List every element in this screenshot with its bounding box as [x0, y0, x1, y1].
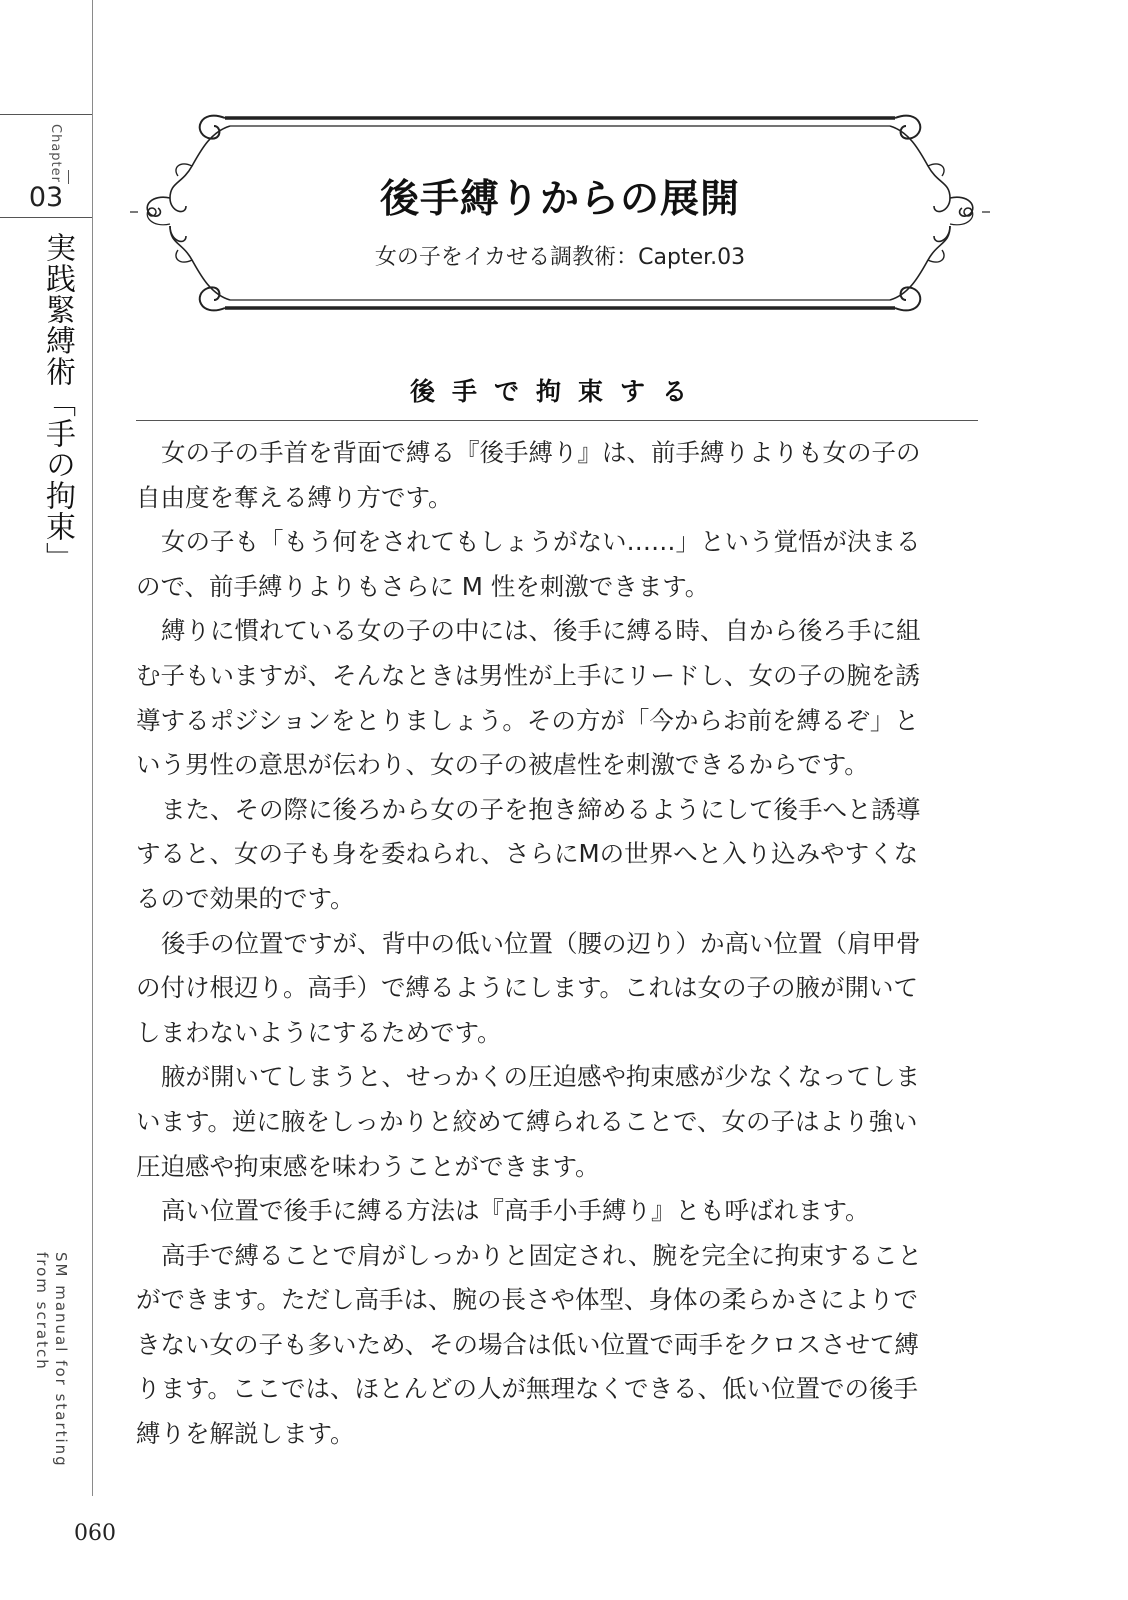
body-line: ができます。ただし高手は、腕の長さや体型、身体の柔らかさによりで: [136, 1285, 919, 1315]
body-line: きない女の子も多いため、その場合は低い位置で両手をクロスさせて縛: [136, 1329, 920, 1359]
body-line: 縛りに慣れている女の子の中には、後手に縛る時、自から後ろ手に組: [161, 616, 921, 646]
body-line: ります。ここでは、ほとんどの人が無理なくできる、低い位置での後手: [136, 1374, 919, 1404]
body-line: 圧迫感や拘束感を味わうことができます。: [136, 1151, 600, 1181]
body-line: るので効果的です。: [136, 883, 355, 913]
body-line: 高い位置で後手に縛る方法は『高手小手縛り』とも呼ばれます。: [161, 1196, 870, 1226]
section-heading: 後手で拘束する: [409, 377, 704, 406]
body-line: 縛りを解説します。: [136, 1419, 355, 1449]
side-caption-line-1: SM manual for starting: [52, 1252, 70, 1468]
body-line: 後手の位置ですが、背中の低い位置（腰の辺り）か高い位置（肩甲骨: [161, 928, 921, 958]
side-caption-line-2: from scratch: [33, 1252, 51, 1371]
page-number: 060: [74, 1521, 116, 1546]
body-line: すると、女の子も身を委ねられ、さらにMの世界へと入り込みやすくな: [136, 839, 919, 869]
body-line: 腋が開いてしまうと、せっかくの圧迫感や拘束感が少なくなってしま: [161, 1062, 921, 1092]
body-line: む子もいますが、そんなときは男性が上手にリードし、女の子の腕を誘: [136, 660, 920, 690]
page-title: 後手縛りからの展開: [379, 177, 740, 222]
margin-rule: [92, 0, 93, 1496]
chapter-title: 実践緊縛術「手の拘束」: [40, 232, 75, 573]
page-subtitle: 女の子をイカせる調教術：Capter.03: [374, 245, 746, 270]
body-line: いう男性の意思が伝わり、女の子の被虐性を刺激できるからです。: [136, 750, 869, 780]
chapter-top-rule: [0, 114, 92, 115]
body-line: 自由度を奪える縛り方です。: [136, 482, 453, 512]
body-line: 女の子の手首を背面で縛る『後手縛り』は、前手縛りよりも女の子の: [161, 438, 921, 467]
chapter-number: 03: [28, 182, 64, 213]
body-line: しまわないようにするためです。: [136, 1017, 502, 1047]
body-line: ので、前手縛りよりもさらに M 性を刺激できます。: [136, 571, 710, 601]
chapter-divider-rule: [0, 217, 92, 218]
body-line: 高手で縛ることで肩がしっかりと固定され、腕を完全に拘束すること: [161, 1240, 922, 1270]
body-line: の付け根辺り。高手）で縛るようにします。これは女の子の腋が開いて: [136, 973, 919, 1003]
side-caption: [32, 1252, 70, 1468]
body-line: また、その際に後ろから女の子を抱き締めるようにして後手へと誘導: [161, 794, 921, 824]
body-line: 導するポジションをとりましょう。その方が「今からお前を縛るぞ」と: [136, 705, 919, 735]
body-line: 女の子も「もう何をされてもしょうがない……」という覚悟が決まる: [161, 527, 921, 557]
body-text: [136, 431, 982, 1457]
section-rule: [136, 420, 978, 421]
body-line: います。逆に腋をしっかりと絞めて縛られることで、女の子はより強い: [136, 1106, 918, 1136]
chapter-label: Chapter: [48, 124, 63, 183]
